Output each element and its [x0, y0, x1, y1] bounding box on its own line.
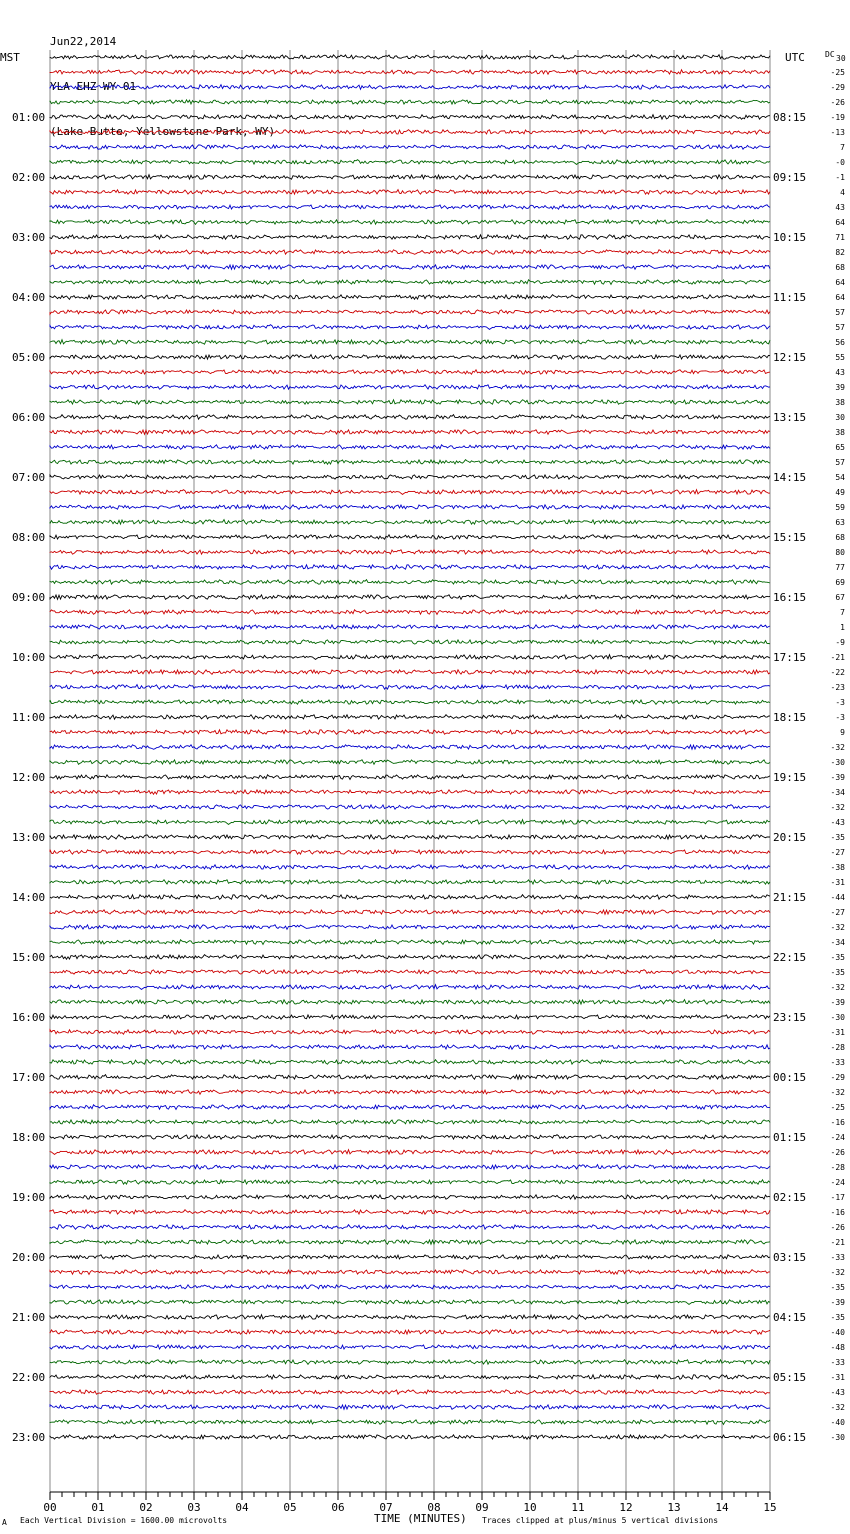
- x-tick-label: 01: [91, 1501, 105, 1514]
- x-tick-label: 13: [667, 1501, 681, 1514]
- dc-offset-value: 80: [835, 548, 845, 557]
- seismic-trace: [50, 730, 770, 735]
- dc-offset-value: -33: [830, 1058, 845, 1067]
- right-hour-label: 13:15: [773, 411, 807, 424]
- seismic-trace: [50, 1315, 770, 1320]
- dc-offset-value: -27: [830, 908, 845, 917]
- seismic-trace: [50, 775, 770, 780]
- dc-offset-value: -16: [830, 1118, 845, 1127]
- seismic-trace: [50, 205, 770, 209]
- seismic-trace: [50, 925, 770, 930]
- dc-offset-value: -27: [830, 848, 845, 857]
- left-hour-label: 11:00: [12, 711, 46, 724]
- seismic-trace: [50, 1000, 770, 1005]
- seismic-trace: [50, 760, 770, 765]
- seismic-trace: [50, 520, 770, 525]
- dc-offset-value: -25: [830, 68, 845, 77]
- dc-offset-value: -32: [830, 803, 845, 812]
- dc-offset-value: 57: [835, 308, 845, 317]
- dc-offset-value: -35: [830, 833, 845, 842]
- dc-offset-value: -35: [830, 1283, 845, 1292]
- seismic-trace: [50, 895, 770, 900]
- dc-offset-value: -43: [830, 818, 845, 827]
- dc-offset-value: -34: [830, 788, 845, 797]
- left-hour-label: 13:00: [12, 831, 46, 844]
- dc-offset-value: -31: [830, 878, 845, 887]
- dc-offset-value: 65: [835, 443, 845, 452]
- seismic-trace: [50, 1285, 770, 1289]
- left-hour-label: 02:00: [12, 171, 46, 184]
- dc-offset-value: 1: [840, 623, 845, 632]
- dc-offset-value: -22: [830, 668, 845, 677]
- seismic-trace: [50, 1180, 770, 1184]
- seismic-trace: [50, 1060, 770, 1065]
- dc-offset-value: -34: [830, 938, 845, 947]
- x-axis-title: TIME (MINUTES): [374, 1512, 467, 1525]
- x-tick-label: 03: [187, 1501, 201, 1514]
- x-tick-label: 08: [427, 1501, 441, 1514]
- seismic-trace: [50, 1270, 770, 1275]
- left-hour-label: 15:00: [12, 951, 46, 964]
- dc-offset-value: -3: [835, 698, 845, 707]
- dc-offset-value: -1: [835, 173, 845, 182]
- dc-offset-value: 7: [840, 143, 845, 152]
- seismic-trace: [50, 55, 770, 60]
- left-hour-label: 23:00: [12, 1431, 46, 1444]
- dc-offset-value: -26: [830, 1148, 845, 1157]
- seismic-trace: [50, 1405, 770, 1410]
- right-hour-label: 08:15: [773, 111, 807, 124]
- dc-offset-value: -43: [830, 1388, 845, 1397]
- seismic-trace: [50, 1435, 770, 1440]
- right-hour-label: 00:15: [773, 1071, 807, 1084]
- dc-offset-value: -21: [830, 1238, 845, 1247]
- right-hour-label: 05:15: [773, 1371, 807, 1384]
- dc-offset-value: -30: [830, 1433, 845, 1442]
- dc-offset-value: -32: [830, 1403, 845, 1412]
- dc-offset-value: 7: [840, 608, 845, 617]
- left-hour-label: 16:00: [12, 1011, 46, 1024]
- dc-offset-value: 82: [835, 248, 845, 257]
- dc-offset-value: -44: [830, 893, 845, 902]
- seismic-trace: [50, 1255, 770, 1260]
- header-date: Jun22,2014: [50, 35, 117, 48]
- seismic-trace: [50, 385, 770, 390]
- dc-offset-value: 71: [835, 233, 845, 242]
- seismic-trace: [50, 175, 770, 180]
- seismic-trace: [50, 415, 770, 420]
- dc-offset-value: 64: [835, 218, 845, 227]
- right-hour-label: 19:15: [773, 771, 807, 784]
- dc-offset-value: -39: [830, 998, 845, 1007]
- seismic-trace: [50, 295, 770, 300]
- seismic-trace: [50, 325, 770, 330]
- x-tick-label: 05: [283, 1501, 297, 1514]
- seismic-trace: [50, 1090, 770, 1095]
- seismic-trace: [50, 835, 770, 840]
- seismic-trace: [50, 595, 770, 600]
- x-tick-label: 14: [715, 1501, 729, 1514]
- dc-offset-value: 69: [835, 578, 845, 587]
- dc-offset-value: 57: [835, 323, 845, 332]
- left-hour-label: 18:00: [12, 1131, 46, 1144]
- dc-offset-value: 55: [835, 353, 845, 362]
- right-hour-label: 12:15: [773, 351, 807, 364]
- x-tick-label: 04: [235, 1501, 249, 1514]
- dc-offset-value: 54: [835, 473, 845, 482]
- dc-offset-value: -39: [830, 1298, 845, 1307]
- dc-offset-value: 67: [835, 593, 845, 602]
- left-hour-label: 07:00: [12, 471, 46, 484]
- left-hour-label: 06:00: [12, 411, 46, 424]
- left-hour-label: 05:00: [12, 351, 46, 364]
- dc-offset-value: 43: [835, 203, 845, 212]
- left-hour-label: 03:00: [12, 231, 46, 244]
- right-hour-label: 18:15: [773, 711, 807, 724]
- seismic-trace: [50, 640, 770, 644]
- dc-offset-value: 68: [835, 533, 845, 542]
- dc-offset-value: -26: [830, 1223, 845, 1232]
- x-tick-label: 09: [475, 1501, 489, 1514]
- seismic-trace: [50, 865, 770, 870]
- seismic-trace: [50, 805, 770, 810]
- dc-offset-value: 77: [835, 563, 845, 572]
- dc-offset-value: 56: [835, 338, 845, 347]
- dc-offset-value: -48: [830, 1343, 845, 1352]
- right-hour-label: 20:15: [773, 831, 807, 844]
- left-hour-label: 09:00: [12, 591, 46, 604]
- dc-offset-value: -3: [835, 713, 845, 722]
- right-hour-label: 04:15: [773, 1311, 807, 1324]
- dc-offset-value: -16: [830, 1208, 845, 1217]
- seismic-trace: [50, 1420, 770, 1425]
- dc-offset-value: 43: [835, 368, 845, 377]
- dc-offset-value: -35: [830, 968, 845, 977]
- left-hour-label: 08:00: [12, 531, 46, 544]
- dc-offset-value: 9: [840, 728, 845, 737]
- seismic-trace: [50, 790, 770, 795]
- dc-offset-value: -26: [830, 98, 845, 107]
- seismic-trace: [50, 910, 770, 915]
- right-timezone-label: UTC: [785, 51, 805, 64]
- clip-note: Traces clipped at plus/minus 5 vertical divisions: [482, 1516, 719, 1525]
- seismic-trace: [50, 370, 770, 374]
- dc-offset-value: 4: [840, 188, 845, 197]
- header-station: YLA EHZ WY 01: [50, 80, 137, 93]
- seismic-trace: [50, 1150, 770, 1155]
- header-location: (Lake Butte, Yellowstone Park, WY): [50, 125, 276, 138]
- seismic-trace: [50, 1300, 770, 1305]
- dc-offset-value: -30: [830, 758, 845, 767]
- seismic-trace: [50, 550, 770, 555]
- seismic-trace: [50, 820, 770, 825]
- right-hour-label: 03:15: [773, 1251, 807, 1264]
- dc-offset-value: 64: [835, 293, 845, 302]
- seismic-trace: [50, 1075, 770, 1080]
- seismic-trace: [50, 1360, 770, 1365]
- dc-offset-value: -0: [835, 158, 845, 167]
- left-hour-label: 01:00: [12, 111, 46, 124]
- seismic-trace: [50, 1120, 770, 1125]
- seismic-trace: [50, 1105, 770, 1110]
- left-hour-label: 20:00: [12, 1251, 46, 1264]
- seismic-trace: [50, 490, 770, 495]
- seismic-trace: [50, 400, 770, 405]
- dc-offset-value: 59: [835, 503, 845, 512]
- dc-offset-value: 64: [835, 278, 845, 287]
- dc-offset-value: -32: [830, 983, 845, 992]
- dc-offset-value: 63: [835, 518, 845, 527]
- dc-offset-value: -31: [830, 1373, 845, 1382]
- seismic-trace: [50, 1045, 770, 1050]
- right-hour-label: 01:15: [773, 1131, 807, 1144]
- dc-offset-value: -32: [830, 1088, 845, 1097]
- x-tick-label: 06: [331, 1501, 345, 1514]
- right-hour-label: 06:15: [773, 1431, 807, 1444]
- seismic-trace: [50, 70, 770, 75]
- dc-offset-value: -29: [830, 83, 845, 92]
- seismic-trace: [50, 1375, 770, 1380]
- seismic-trace: [50, 1015, 770, 1019]
- seismic-trace: [50, 250, 770, 255]
- seismic-trace: [50, 625, 770, 630]
- dc-offset-value: -35: [830, 1313, 845, 1322]
- dc-offset-value: -24: [830, 1133, 845, 1142]
- left-hour-label: 04:00: [12, 291, 46, 304]
- seismic-trace: [50, 715, 770, 720]
- left-hour-label: 17:00: [12, 1071, 46, 1084]
- dc-offset-value: -29: [830, 1073, 845, 1082]
- seismic-trace: [50, 130, 770, 134]
- seismic-trace: [50, 430, 770, 435]
- left-hour-label: 10:00: [12, 651, 46, 664]
- dc-offset-value: -39: [830, 773, 845, 782]
- footer-mark: A: [2, 1518, 7, 1527]
- seismic-trace: [50, 460, 770, 465]
- dc-offset-value: -33: [830, 1253, 845, 1262]
- dc-offset-value: -9: [835, 638, 845, 647]
- seismic-trace: [50, 280, 770, 285]
- x-tick-label: 02: [139, 1501, 153, 1514]
- left-hour-label: 21:00: [12, 1311, 46, 1324]
- dc-offset-value: -21: [830, 653, 845, 662]
- dc-offset-value: -19: [830, 113, 845, 122]
- seismic-trace: [50, 955, 770, 960]
- seismic-trace: [50, 940, 770, 945]
- seismic-trace: [50, 475, 770, 479]
- dc-offset-value: 38: [835, 398, 845, 407]
- x-tick-label: 07: [379, 1501, 393, 1514]
- right-hour-label: 22:15: [773, 951, 807, 964]
- seismic-trace: [50, 580, 770, 585]
- seismic-trace: [50, 85, 770, 90]
- dc-offset-value: 38: [835, 428, 845, 437]
- seismic-trace: [50, 190, 770, 195]
- seismic-trace: [50, 1390, 770, 1395]
- seismic-trace: [50, 100, 770, 104]
- seismic-trace: [50, 970, 770, 975]
- x-tick-label: 00: [43, 1501, 57, 1514]
- seismic-trace: [50, 1195, 770, 1200]
- seismic-trace: [50, 1210, 770, 1215]
- right-hour-label: 02:15: [773, 1191, 807, 1204]
- dc-offset-value: -35: [830, 953, 845, 962]
- left-hour-label: 14:00: [12, 891, 46, 904]
- seismic-trace: [50, 850, 770, 855]
- seismic-traces: [50, 55, 770, 1440]
- seismic-trace: [50, 1225, 770, 1230]
- dc-offset-value: -31: [830, 1028, 845, 1037]
- seismic-trace: [50, 1240, 770, 1245]
- right-hour-label: 16:15: [773, 591, 807, 604]
- seismic-trace: [50, 565, 770, 570]
- seismic-trace: [50, 445, 770, 450]
- dc-offset-value: -23: [830, 683, 845, 692]
- dc-offset-value: 68: [835, 263, 845, 272]
- seismic-trace: [50, 355, 770, 360]
- dc-offset-value: -40: [830, 1328, 845, 1337]
- seismic-trace: [50, 145, 770, 150]
- seismic-trace: [50, 670, 770, 675]
- seismic-trace: [50, 340, 770, 345]
- dc-offset-value: -33: [830, 1358, 845, 1367]
- dc-offset-value: -17: [830, 1193, 845, 1202]
- dc-offset-value: -25: [830, 1103, 845, 1112]
- left-hour-label: 22:00: [12, 1371, 46, 1384]
- dc-offset-value: -30: [830, 1013, 845, 1022]
- dc-top-value: 30: [836, 54, 846, 63]
- seismic-trace: [50, 265, 770, 270]
- dc-offset-value: -32: [830, 923, 845, 932]
- x-tick-label: 11: [571, 1501, 585, 1514]
- seismic-trace: [50, 985, 770, 990]
- seismic-trace: [50, 685, 770, 690]
- left-hour-label: 19:00: [12, 1191, 46, 1204]
- x-tick-label: 12: [619, 1501, 633, 1514]
- dc-offset-value: -28: [830, 1043, 845, 1052]
- seismic-trace: [50, 610, 770, 615]
- dc-offset-value: 49: [835, 488, 845, 497]
- seismic-trace: [50, 1135, 770, 1140]
- x-tick-label: 15: [763, 1501, 777, 1514]
- dc-offset-value: -28: [830, 1163, 845, 1172]
- seismic-trace: [50, 880, 770, 885]
- time-axis: [43, 1492, 776, 1514]
- dc-offset-value: 39: [835, 383, 845, 392]
- right-hour-label: 11:15: [773, 291, 807, 304]
- seismic-trace: [50, 235, 770, 240]
- seismic-trace: [50, 700, 770, 705]
- dc-offset-value: 30: [835, 413, 845, 422]
- dc-offset-value: -32: [830, 1268, 845, 1277]
- seismic-trace: [50, 1330, 770, 1335]
- right-hour-label: 14:15: [773, 471, 807, 484]
- right-hour-label: 10:15: [773, 231, 807, 244]
- seismic-trace: [50, 655, 770, 660]
- seismic-trace: [50, 310, 770, 314]
- dc-offset-value: -32: [830, 743, 845, 752]
- dc-offset-value: -38: [830, 863, 845, 872]
- scale-note: Each Vertical Division = 1600.00 microvolts: [20, 1516, 228, 1525]
- dc-offset-value: -13: [830, 128, 845, 137]
- seismic-trace: [50, 745, 770, 750]
- seismic-trace: [50, 1165, 770, 1170]
- seismic-trace: [50, 160, 770, 165]
- right-hour-label: 15:15: [773, 531, 807, 544]
- right-hour-label: 23:15: [773, 1011, 807, 1024]
- right-hour-label: 21:15: [773, 891, 807, 904]
- dc-offset-value: -24: [830, 1178, 845, 1187]
- dc-offset-value: -40: [830, 1418, 845, 1427]
- x-tick-label: 10: [523, 1501, 537, 1514]
- seismic-trace: [50, 115, 770, 120]
- dc-offset-value: 57: [835, 458, 845, 467]
- minute-grid: [50, 50, 770, 1492]
- left-hour-label: 12:00: [12, 771, 46, 784]
- seismic-trace: [50, 220, 770, 225]
- seismic-trace: [50, 1030, 770, 1035]
- seismic-trace: [50, 505, 770, 510]
- right-hour-label: 17:15: [773, 651, 807, 664]
- dc-header-label: DC: [825, 50, 835, 59]
- seismic-trace: [50, 535, 770, 540]
- chart-footer: [2, 1512, 718, 1527]
- left-timezone-label: MST: [0, 51, 20, 64]
- right-hour-label: 09:15: [773, 171, 807, 184]
- seismic-trace: [50, 1345, 770, 1349]
